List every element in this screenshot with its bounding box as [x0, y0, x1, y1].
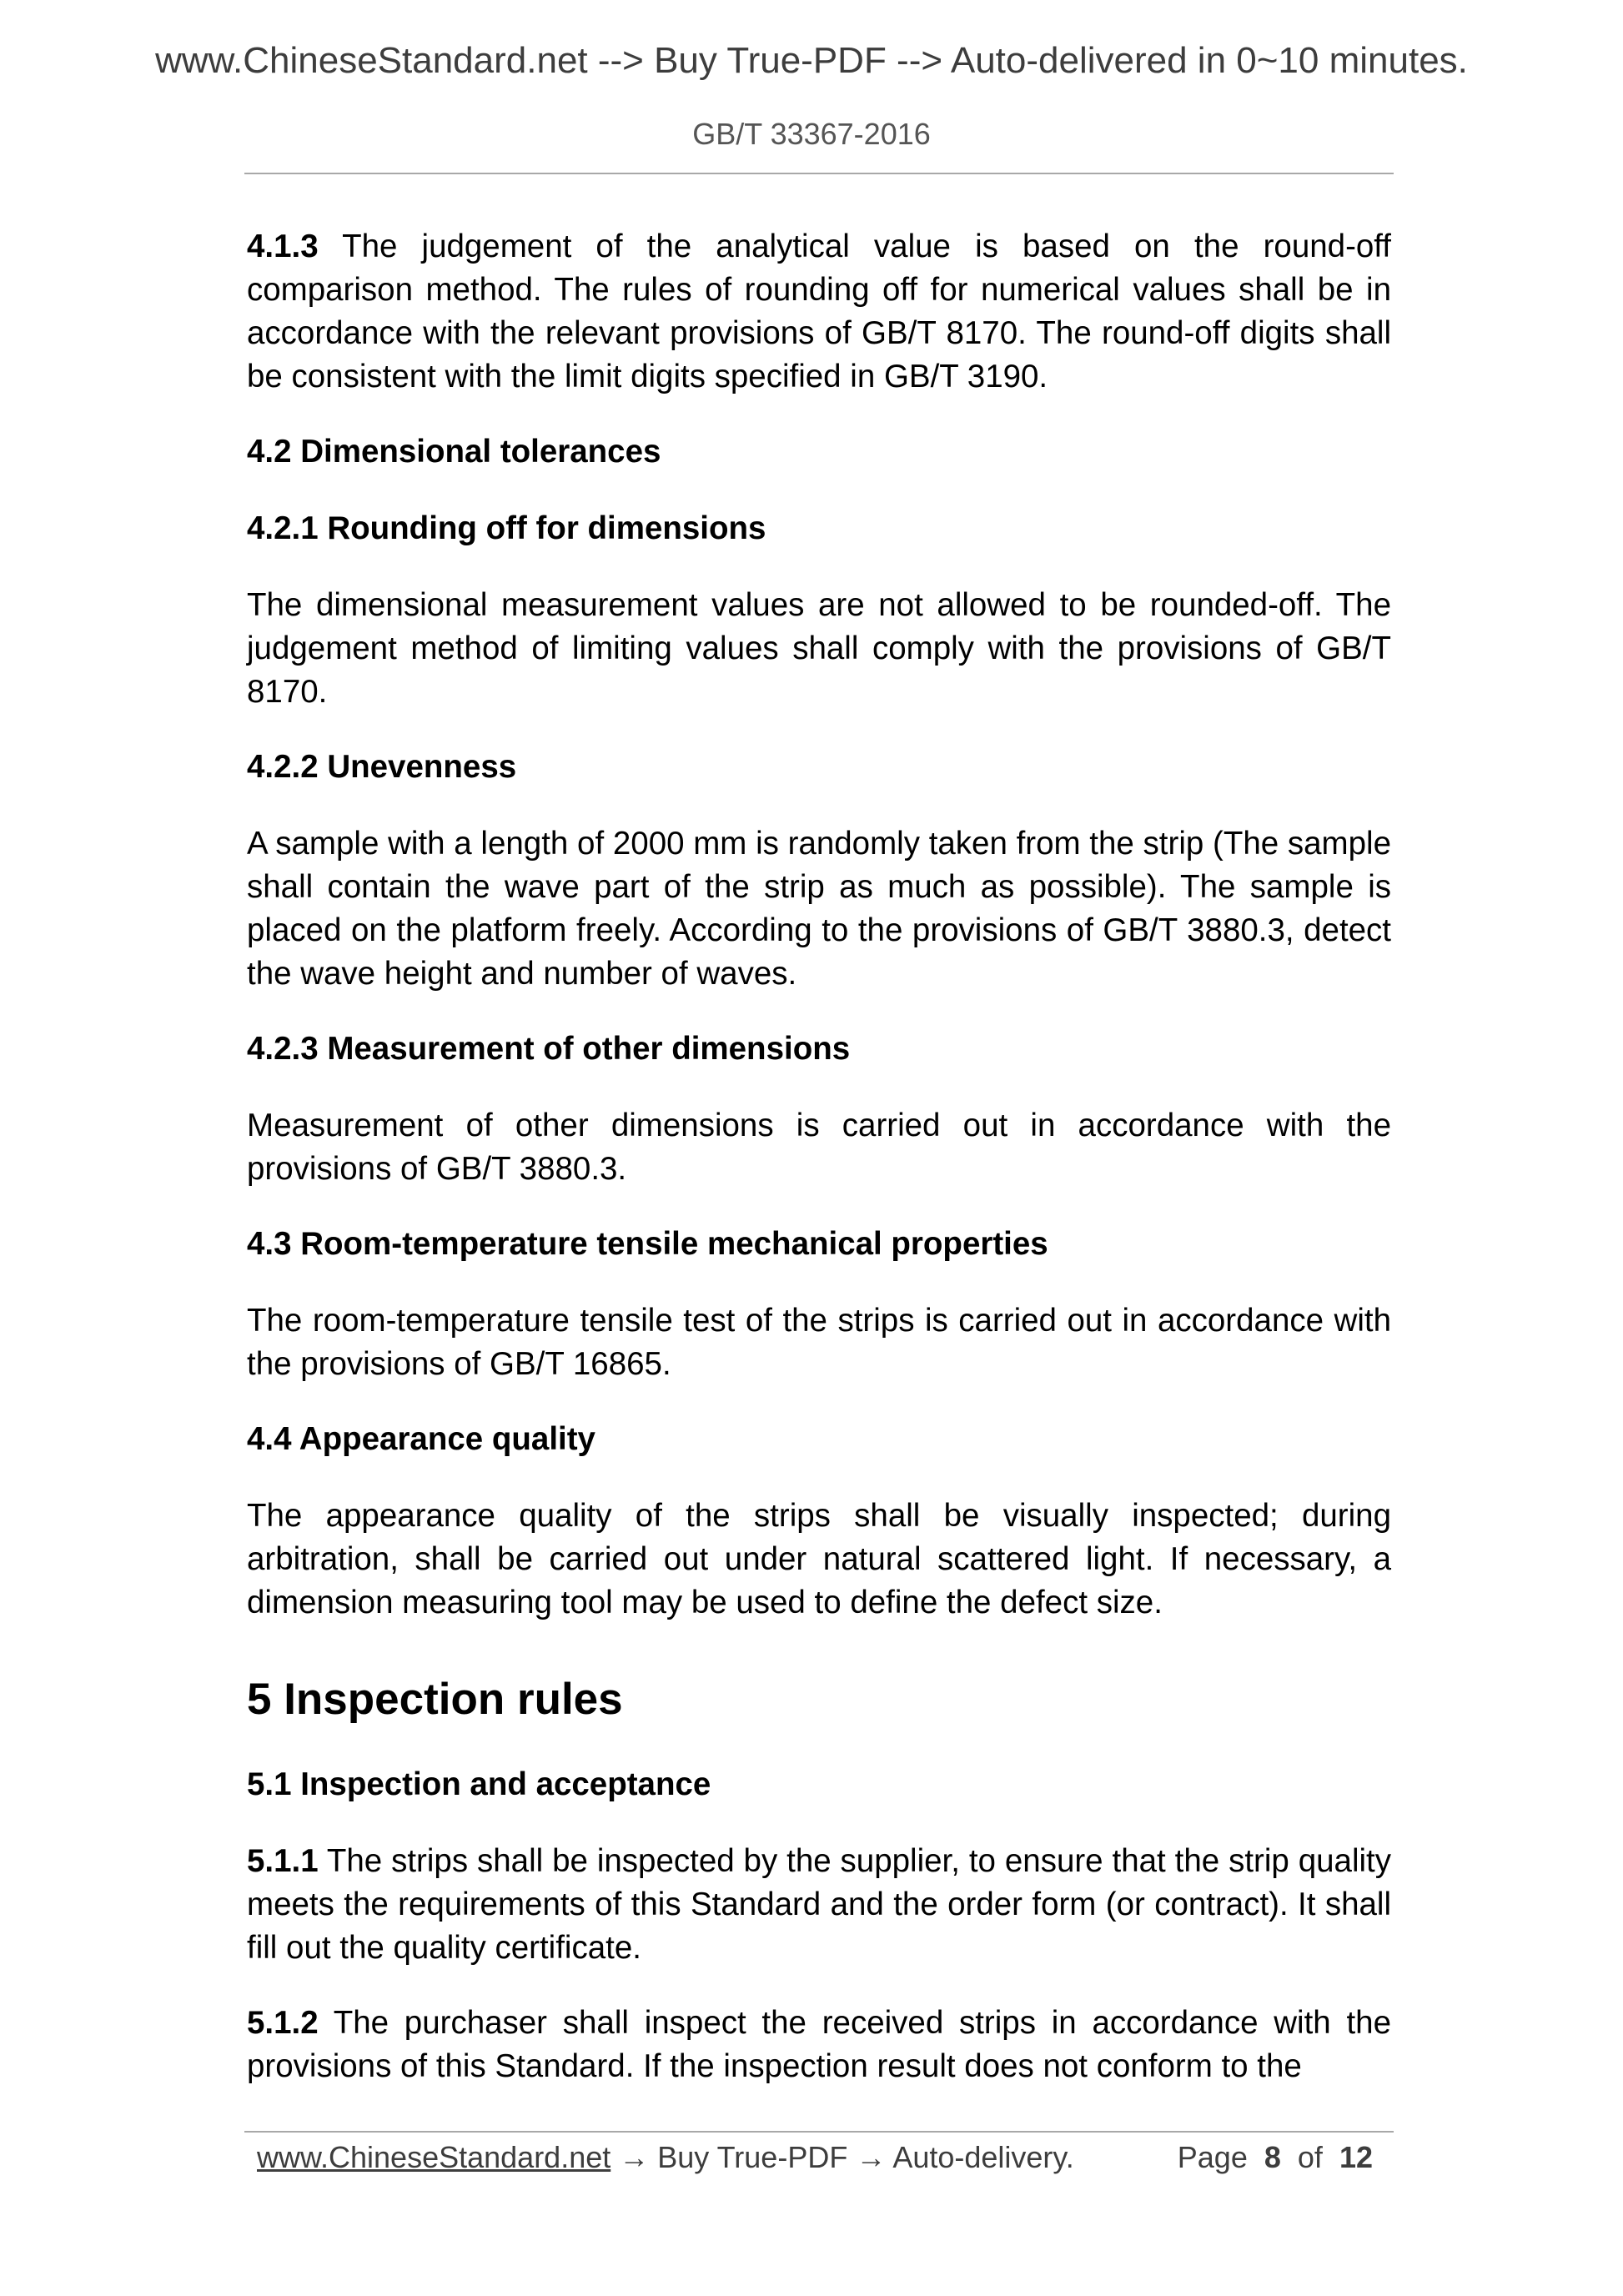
heading-4-4: 4.4 Appearance quality [247, 1421, 595, 1457]
paragraph-5-1-1 [247, 1840, 1391, 1970]
document-body [247, 225, 1391, 2120]
paragraph-text: The strips shall be inspected by the supplier, to ensure that the strip quality meets the requirements of this Standard and the order form (or contract). It shall fill out the quality certificate. [247, 1843, 1391, 1966]
standard-code: GB/T 33367-2016 [692, 117, 931, 151]
footer-site-link[interactable]: www.ChineseStandard.net [257, 2140, 611, 2174]
page-indicator [1178, 2140, 1373, 2175]
page-total: 12 [1339, 2140, 1373, 2174]
paragraph-4-2-3: Measurement of other dimensions is carried out in accordance with the provisions of GB/T 3880.3. [247, 1108, 1391, 1187]
footer-text: → Buy True-PDF → Auto-delivery. [611, 2140, 1074, 2174]
clause-number: 4.1.3 [247, 229, 319, 264]
paragraph-text: The purchaser shall inspect the received strips in accordance with the provisions of this Standard. If the inspection result does not conform to the [247, 2005, 1391, 2084]
heading-4-2-3: 4.2.3 Measurement of other dimensions [247, 1031, 851, 1067]
page-footer [257, 2140, 1383, 2175]
heading-4-2-2: 4.2.2 Unevenness [247, 749, 517, 785]
paragraph-text: The judgement of the analytical value is based on the round-off comparison method. The rules of rounding off for numerical values shall be in accordance with the relevant provisions of GB/T 8170. The round-off digits shall be consistent with the limit digits specified in GB/T 3190. [247, 229, 1391, 394]
heading-4-2: 4.2 Dimensional tolerances [247, 434, 661, 470]
page-current: 8 [1264, 2140, 1281, 2174]
clause-number: 5.1.2 [247, 2005, 319, 2041]
paragraph-4-2-2: A sample with a length of 2000 mm is randomly taken from the strip (The sample shall contain the wave part of the strip as much as possible). The sample is placed on the platform freely. According to the provisions of GB/T 3880.3, detect the wave height and number of waves. [247, 826, 1391, 992]
header-divider [244, 173, 1394, 174]
page-of: of [1297, 2140, 1323, 2174]
paragraph-5-1-2 [247, 2002, 1391, 2088]
paragraph-4-2-1: The dimensional measurement values are not allowed to be rounded-off. The judgement method of limiting values shall comply with the provisions of GB/T 8170. [247, 587, 1391, 710]
heading-4-2-1: 4.2.1 Rounding off for dimensions [247, 510, 766, 546]
paragraph-4-4: The appearance quality of the strips shall be visually inspected; during arbitration, shall be carried out under natural scattered light. If necessary, a dimension measuring tool may be used to define the defect size. [247, 1498, 1391, 1620]
clause-number: 5.1.1 [247, 1843, 319, 1879]
heading-5: 5 Inspection rules [247, 1675, 623, 1724]
header-banner: www.ChineseStandard.net --> Buy True-PDF --> Auto-delivered in 0~10 minutes. [155, 40, 1468, 81]
page-label: Page [1177, 2140, 1248, 2174]
footer-divider [244, 2131, 1394, 2133]
heading-4-3: 4.3 Room-temperature tensile mechanical properties [247, 1226, 1048, 1262]
heading-5-1: 5.1 Inspection and acceptance [247, 1766, 711, 1802]
paragraph-4-3: The room-temperature tensile test of the strips is carried out in accordance with the provisions of GB/T 16865. [247, 1303, 1391, 1382]
paragraph-4-1-3 [247, 225, 1391, 399]
